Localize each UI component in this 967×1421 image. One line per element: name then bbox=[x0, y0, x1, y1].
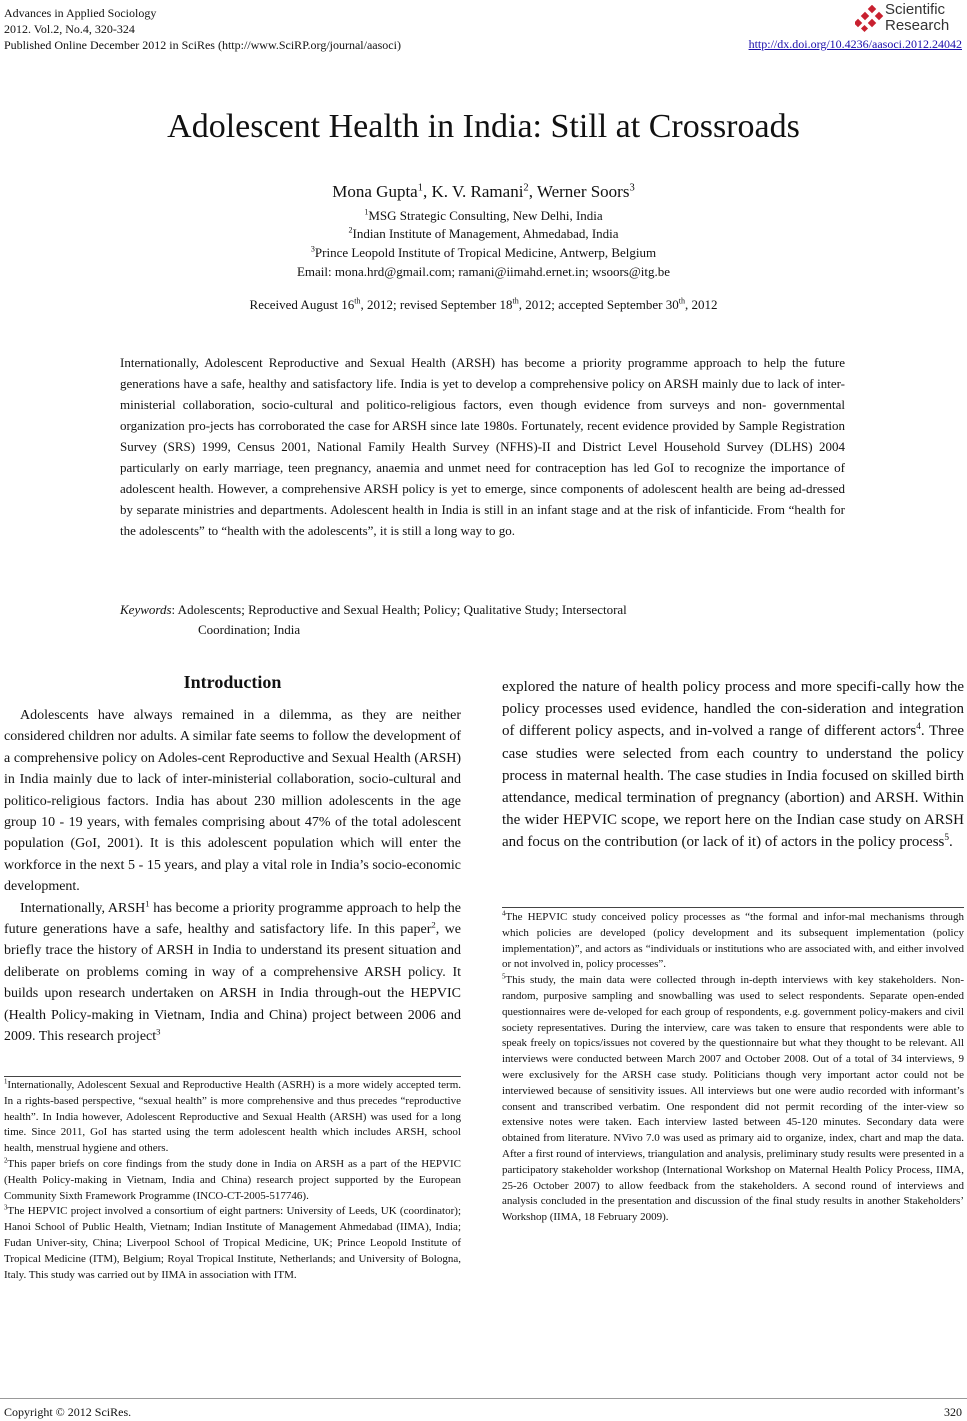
footnote: $^5$This study, the main data were collected through in-depth interviews with key stakeholders. Non-random, purposive sampling and snowballing was used to select respondents. Separate open-ended questionnaires were de-veloped for each group of respondents, e.g. government policy-makers and civil society representatives. During the interview, care was taken to ensure that respondents were able to speak freely on topics/issues not covered by the questionnaire but what they thought to be relevant. All interviews were conducted between March 2007 and October 2008. Out of a total of 34 interviews, 9 were exclusively for the ARSH case study. Politicians though very important actor could not be interviewed because of sensitivity issues. All interviews but one were audio recorded with informant’s consent and transcribed verbatim. One respondent did not permit recording of the inter-view so extensive notes were taken. Each interview lasted between 45-120 minutes. Secondary data were obtained from literature. NVivo 7.0 was used as primary aid to organize, index, chart and map the data. After a first round of interviews, triangulation and analysis, preliminary study results were presented in a participatory stakeholder workshop (International Workshop on Maternal Health Policy Process, IIMA, 25-26 October 2007) to allow feedback from the stakeholders. A second round of interviews and analysis concluded in the presentation and discussion of the final study results in another Stakeholders’ Workshop (IIMA, 18 February 2009). bbox=[502, 973, 964, 1224]
scientific-research-logo bbox=[855, 2, 959, 36]
keywords-list: : Adolescents; Reproductive and Sexual Health; Policy; Qualitative Study; Intersectoral bbox=[171, 602, 627, 617]
author-name: , K. V. Ramani bbox=[422, 182, 524, 201]
abstract: Internationally, Adolescent Reproductive and Sexual Health (ARSH) has become a priority programme approach to help the future generations have a safe, healthy and satisfactory life. India is yet to develop a comprehensive policy on ARSH mainly due to lack of inter-ministerial collaboration, socio-cultural and politico-religious factors, even though evidence from surveys and non- governmental organization pro-jects has corroborated the case for ARSH since late 1980s. Fortunately, recent evidence provided by Sample Registration Survey (SRS) 1999, Census 2001, National Family Health Survey (NFHS)-II and District Level Household Survey (DLHS) 2004 particularly on early marriage, teen pregnancy, anaemia and unmet need for contraception has led GoI to recognize the importance of adolescent health. However, a comprehensive ARSH policy is yet to emerge, since components of adolescent health are being ad-dressed by separate ministries and departments. Adolescent health in India is still in an infant stage and at the risk of infanticide. From “health for the adolescents” to “health with the adolescents”, it is still a long way to go. bbox=[120, 355, 845, 538]
author-affiliation-mark: 2 bbox=[523, 182, 529, 194]
author-affiliation-mark: 1 bbox=[417, 182, 423, 194]
footnote: $^1$Internationally, Adolescent Sexual and Reproductive Health (ASRH) is a more widely accepted term. In a rights-based perspective, “sexual health” is more comprehensive and thus precedes “reproductive health”. In India however, Adolescent Reproductive and Sexual Health (ARSH) was used for a long time. Since 2011, GoI has started using the term adolescent health which includes ARSH, school health, menstrual hygiene and others. bbox=[4, 1078, 461, 1155]
copyright-notice: Copyright © 2012 SciRes. bbox=[4, 1405, 132, 1419]
footnote-divider bbox=[502, 907, 964, 908]
journal-header bbox=[4, 5, 401, 53]
paragraph: explored the nature of health policy process and more specifi-cally how the policy processes used evidence, handled the con-sideration and integration of different policy aspects, and in-volved a range of different actors$^4$. Three case studies were selected from each country to understand the policy process in maternal health. The case studies in India focused on skilled birth attendance, medical termination of pregnancy (abortion) and ARSH. Within the wider HEPVIC scope, we report here on the Indian case study on ARSH and focus on the contribution (or lack of it) of actors in the policy process$^5$. bbox=[502, 679, 964, 851]
logo-text-line2: Research bbox=[885, 17, 950, 34]
author-emails: Email: mona.hrd@gmail.com; ramani@iimahd.ernet.in; wsoors@itg.be bbox=[296, 264, 671, 279]
affiliation-3: $^3$Prince Leopold Institute of Tropical Medicine, Antwerp, Belgium bbox=[310, 244, 657, 260]
footnotes-right bbox=[502, 910, 964, 1226]
author-list bbox=[0, 182, 967, 202]
keywords bbox=[120, 600, 845, 640]
right-column-body bbox=[502, 676, 964, 854]
keywords-list-continued: Coordination; India bbox=[198, 622, 301, 637]
footnote-ref: 4 bbox=[916, 722, 921, 733]
footer-divider bbox=[0, 1398, 967, 1399]
affiliation-2: $^2$Indian Institute of Management, Ahmedabad, India bbox=[348, 225, 619, 241]
page-number: 320 bbox=[944, 1405, 962, 1419]
footnote-ref: 2 bbox=[431, 919, 436, 930]
affiliation-1: $^1$MSG Strategic Consulting, New Delhi, India bbox=[364, 207, 603, 223]
footnote: $^4$The HEPVIC study conceived policy processes as “the formal and infor-mal mechanisms through which policies are developed (policy development and its subsequent implementation (policy implementation)”, and actors as “individuals or institutions who are associated with, and either involved or not involved in, policy processes”. bbox=[502, 910, 964, 971]
author-name: Mona Gupta bbox=[332, 182, 418, 201]
footnote-ref: 1 bbox=[145, 898, 150, 908]
footnote: $^3$The HEPVIC project involved a consortium of eight partners: University of Leeds, UK (coordinator); Hanoi School of Public Health, Vietnam; Indian Institute of Management Ahmedabad (IIMA), India; Fudan Univer-sity, China; Liverpool School of Tropical Medicine, UK; Prince Leopold Institute of Tropical Medicine (ITM), Belgium; Royal Tropical Institute, Netherlands; and University of Bologna, Italy. This study was carried out by IIMA in association with ITM. bbox=[4, 1204, 461, 1281]
logo-text-line1: Scientific bbox=[885, 1, 946, 18]
journal-name: Advances in Applied Sociology bbox=[4, 6, 157, 20]
footnote-ref: 3 bbox=[156, 1026, 161, 1037]
footnote-ref: 5 bbox=[944, 833, 950, 844]
keywords-label: Keywords bbox=[120, 602, 172, 617]
paragraph: Internationally, ARSH$^1$ has become a priority programme approach to help the future generations have a safe, healthy and satisfactory life. In this paper$^2$, we briefly trace the history of ARSH in India to understand its present situation and deliberate on problems coming in way of a comprehensive ARSH policy. It builds upon research undertaken on ARSH in India through-out the HEPVIC (Health Policy-making in Vietnam, India and China) project between 2006 and 2009. This research project$^3$ bbox=[4, 898, 462, 1045]
footnote-divider bbox=[4, 1076, 461, 1077]
doi-link[interactable]: http://dx.doi.org/10.4236/aasoci.2012.24042 bbox=[748, 37, 962, 51]
footnote: $^2$This paper briefs on core findings from the study done in India on ARSH as a part of the HEPVIC (Health Policy-making in Vietnam, India and China) research project supported by the European Community Sixth Framework Programme (INCO-CT-2005-517746). bbox=[4, 1157, 461, 1202]
journal-volume: 2012. Vol.2, No.4, 320-324 bbox=[4, 22, 135, 36]
logo-diamonds-icon bbox=[855, 5, 889, 33]
received-dates: Received August 16th, 2012; revised September 18th, 2012; accepted September 30th, 2012 bbox=[249, 296, 718, 312]
author-affiliation-mark: 3 bbox=[629, 182, 635, 194]
author-name: , Werner Soors bbox=[528, 182, 630, 201]
publication-info: Published Online December 2012 in SciRes (http://www.SciRP.org/journal/aasoci) bbox=[4, 38, 401, 52]
paper-title: Adolescent Health in India: Still at Crossroads bbox=[167, 108, 800, 145]
section-heading-introduction: Introduction bbox=[183, 672, 282, 692]
footnotes-left bbox=[4, 1078, 461, 1283]
paragraph: Adolescents have always remained in a dilemma, as they are neither considered children nor adults. A similar fate seems to follow the development of a comprehensive policy on Adoles-cent Reproductive and Sexual Health (ARSH) in India mainly due to lack of inter-ministerial collaboration, socio-cultural and politico-religious factors. India has about 230 million adolescents in the age group 10 - 19 years, with females comprising about 47% of the total adolescent population (GoI, 2001). It is this adolescent population which will enter the workforce in the next 5 - 15 years, and play a vital role in India’s socio-economic development. bbox=[4, 708, 461, 895]
introduction-body bbox=[4, 705, 461, 1048]
